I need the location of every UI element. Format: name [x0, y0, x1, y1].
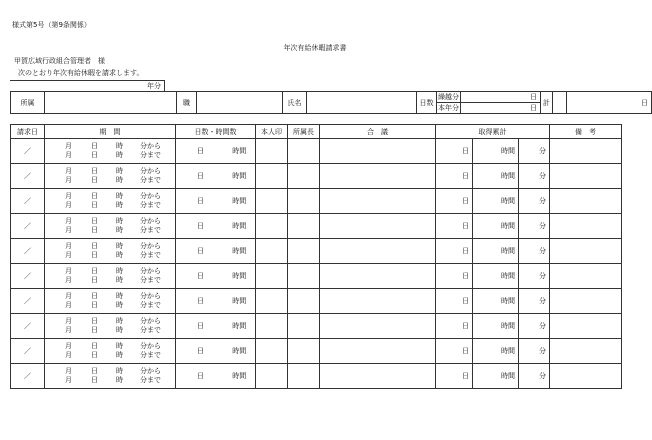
cumulative-days[interactable]: 日 — [436, 364, 473, 389]
day-unit: 日 — [91, 192, 98, 200]
day-unit: 日 — [197, 272, 204, 280]
day-unit: 日 — [197, 347, 204, 355]
day-unit: 日 — [91, 342, 98, 350]
from-label: 分から — [140, 317, 161, 325]
cumulative-minutes[interactable]: 分 — [519, 214, 550, 239]
name-label: 氏名 — [283, 92, 307, 114]
cumulative-minutes[interactable]: 分 — [519, 164, 550, 189]
days-hours-cell[interactable] — [176, 189, 256, 214]
hour-unit: 時間 — [232, 247, 247, 255]
request-date-cell[interactable] — [11, 339, 45, 364]
seal-cell[interactable] — [256, 364, 288, 389]
days-hours-cell[interactable] — [176, 139, 256, 164]
period-cell[interactable] — [45, 314, 176, 339]
dept-field[interactable] — [45, 92, 177, 114]
date-separator: ／ — [24, 147, 31, 155]
dept-head-cell[interactable] — [288, 339, 320, 364]
month-unit: 月 — [65, 251, 72, 259]
month-unit: 月 — [65, 276, 72, 284]
remarks-cell[interactable] — [550, 264, 622, 289]
dept-head-cell[interactable] — [288, 364, 320, 389]
dept-head-cell[interactable] — [288, 214, 320, 239]
month-unit: 月 — [65, 226, 72, 234]
request-date-cell[interactable] — [11, 139, 45, 164]
until-label: 分まで — [140, 326, 161, 334]
month-unit: 月 — [65, 351, 72, 359]
table-row — [11, 214, 622, 239]
day-unit: 日 — [91, 242, 98, 250]
approval-cell[interactable] — [320, 239, 436, 264]
day-unit: 日 — [197, 147, 204, 155]
approval-cell[interactable] — [320, 214, 436, 239]
month-unit: 月 — [65, 176, 72, 184]
day-unit: 日 — [91, 276, 98, 284]
days-label: 日数 — [417, 92, 437, 114]
hour-unit: 時 — [116, 167, 123, 175]
hour-unit: 時 — [116, 176, 123, 184]
day-unit: 日 — [91, 217, 98, 225]
remarks-cell[interactable] — [550, 239, 622, 264]
month-unit: 月 — [65, 267, 72, 275]
day-unit: 日 — [197, 297, 204, 305]
request-date-cell[interactable] — [11, 264, 45, 289]
cumulative-hours[interactable]: 時間 — [473, 364, 519, 389]
days-hours-cell[interactable] — [176, 239, 256, 264]
day-unit: 日 — [197, 247, 204, 255]
date-separator: ／ — [24, 322, 31, 330]
hour-unit: 時 — [116, 276, 123, 284]
hour-unit: 時間 — [232, 222, 247, 230]
month-unit: 月 — [65, 342, 72, 350]
day-unit: 日 — [91, 151, 98, 159]
header-cumulative: 取得累計 — [436, 125, 550, 139]
request-date-cell[interactable] — [11, 289, 45, 314]
seal-cell[interactable] — [256, 314, 288, 339]
remarks-cell[interactable] — [550, 339, 622, 364]
dept-head-cell[interactable] — [288, 139, 320, 164]
day-unit: 日 — [91, 176, 98, 184]
header-period: 期 間 — [45, 125, 176, 139]
hour-unit: 時 — [116, 326, 123, 334]
current-year-days[interactable]: 日 — [461, 103, 541, 114]
cumulative-minutes[interactable]: 分 — [519, 264, 550, 289]
cumulative-days[interactable]: 日 — [436, 214, 473, 239]
cumulative-minutes[interactable]: 分 — [519, 364, 550, 389]
month-unit: 月 — [65, 301, 72, 309]
cumulative-hours[interactable]: 時間 — [473, 239, 519, 264]
request-date-cell[interactable] — [11, 164, 45, 189]
cumulative-days[interactable]: 日 — [436, 264, 473, 289]
month-unit: 月 — [65, 151, 72, 159]
request-table — [10, 124, 622, 389]
position-label: 職 — [177, 92, 197, 114]
dept-head-cell[interactable] — [288, 314, 320, 339]
month-unit: 月 — [65, 317, 72, 325]
hour-unit: 時間 — [232, 322, 247, 330]
hour-unit: 時間 — [232, 172, 247, 180]
days-hours-cell[interactable] — [176, 364, 256, 389]
until-label: 分まで — [140, 301, 161, 309]
dept-head-cell[interactable] — [288, 264, 320, 289]
day-unit: 日 — [91, 226, 98, 234]
cumulative-minutes[interactable]: 分 — [519, 339, 550, 364]
cumulative-days[interactable]: 日 — [436, 314, 473, 339]
date-separator: ／ — [24, 372, 31, 380]
date-separator: ／ — [24, 197, 31, 205]
cumulative-hours[interactable]: 時間 — [473, 139, 519, 164]
cumulative-days[interactable]: 日 — [436, 239, 473, 264]
day-unit: 日 — [91, 201, 98, 209]
day-unit: 日 — [91, 142, 98, 150]
day-unit: 日 — [197, 322, 204, 330]
from-label: 分から — [140, 167, 161, 175]
seal-cell[interactable] — [256, 239, 288, 264]
date-separator: ／ — [24, 297, 31, 305]
approval-cell[interactable] — [320, 314, 436, 339]
day-unit: 日 — [91, 376, 98, 384]
cumulative-hours[interactable]: 時間 — [473, 314, 519, 339]
hour-unit: 時 — [116, 376, 123, 384]
days-hours-cell[interactable] — [176, 264, 256, 289]
until-label: 分まで — [140, 226, 161, 234]
total-label: 計 — [541, 92, 553, 114]
hour-unit: 時 — [116, 217, 123, 225]
day-unit: 日 — [91, 351, 98, 359]
dept-head-cell[interactable] — [288, 239, 320, 264]
day-unit: 日 — [91, 326, 98, 334]
period-cell[interactable] — [45, 364, 176, 389]
seal-cell[interactable] — [256, 289, 288, 314]
hour-unit: 時間 — [232, 197, 247, 205]
until-label: 分まで — [140, 251, 161, 259]
dept-head-cell[interactable] — [288, 164, 320, 189]
header-seal: 本人印 — [256, 125, 288, 139]
cumulative-days[interactable]: 日 — [436, 289, 473, 314]
period-cell[interactable] — [45, 289, 176, 314]
hour-unit: 時 — [116, 301, 123, 309]
month-unit: 月 — [65, 376, 72, 384]
seal-cell[interactable] — [256, 164, 288, 189]
cumulative-hours[interactable]: 時間 — [473, 189, 519, 214]
remarks-cell[interactable] — [550, 289, 622, 314]
hour-unit: 時間 — [232, 272, 247, 280]
hour-unit: 時 — [116, 151, 123, 159]
approval-cell[interactable] — [320, 139, 436, 164]
month-unit: 月 — [65, 201, 72, 209]
until-label: 分まで — [140, 376, 161, 384]
until-label: 分まで — [140, 276, 161, 284]
period-cell[interactable] — [45, 164, 176, 189]
hour-unit: 時 — [116, 342, 123, 350]
cumulative-minutes[interactable]: 分 — [519, 189, 550, 214]
date-separator: ／ — [24, 222, 31, 230]
from-label: 分から — [140, 217, 161, 225]
day-unit: 日 — [91, 367, 98, 375]
hour-unit: 時間 — [232, 372, 247, 380]
header-approval: 合 議 — [320, 125, 436, 139]
page-title: 年次有給休暇請求書 — [283, 44, 347, 52]
month-unit: 月 — [65, 217, 72, 225]
date-separator: ／ — [24, 272, 31, 280]
day-unit: 日 — [91, 167, 98, 175]
seal-cell[interactable] — [256, 139, 288, 164]
approval-cell[interactable] — [320, 339, 436, 364]
days-hours-cell[interactable] — [176, 214, 256, 239]
period-cell[interactable] — [45, 139, 176, 164]
request-date-cell[interactable] — [11, 314, 45, 339]
cumulative-days[interactable]: 日 — [436, 139, 473, 164]
cumulative-days[interactable]: 日 — [436, 189, 473, 214]
cumulative-hours[interactable]: 時間 — [473, 339, 519, 364]
table-row — [11, 239, 622, 264]
table-row — [11, 164, 622, 189]
from-label: 分から — [140, 367, 161, 375]
request-date-cell[interactable] — [11, 239, 45, 264]
day-unit: 日 — [197, 172, 204, 180]
month-unit: 月 — [65, 326, 72, 334]
addressee: 甲賀広域行政組合管理者 様 — [14, 57, 105, 65]
dept-label: 所属 — [11, 92, 45, 114]
cumulative-minutes[interactable]: 分 — [519, 139, 550, 164]
days-hours-cell[interactable] — [176, 164, 256, 189]
header-remarks: 備 考 — [550, 125, 622, 139]
hour-unit: 時間 — [232, 297, 247, 305]
hour-unit: 時 — [116, 267, 123, 275]
date-separator: ／ — [24, 347, 31, 355]
cumulative-hours[interactable]: 時間 — [473, 164, 519, 189]
remarks-cell[interactable] — [550, 164, 622, 189]
until-label: 分まで — [140, 351, 161, 359]
month-unit: 月 — [65, 192, 72, 200]
hour-unit: 時 — [116, 317, 123, 325]
period-cell[interactable] — [45, 214, 176, 239]
day-unit: 日 — [91, 292, 98, 300]
total-days[interactable]: 日 — [567, 92, 652, 114]
cumulative-days[interactable]: 日 — [436, 339, 473, 364]
day-unit: 日 — [197, 222, 204, 230]
approval-cell[interactable] — [320, 189, 436, 214]
cumulative-days[interactable]: 日 — [436, 164, 473, 189]
from-label: 分から — [140, 142, 161, 150]
from-label: 分から — [140, 267, 161, 275]
days-hours-cell[interactable] — [176, 314, 256, 339]
name-field[interactable] — [307, 92, 417, 114]
remarks-cell[interactable] — [550, 139, 622, 164]
seal-cell[interactable] — [256, 189, 288, 214]
request-date-cell[interactable] — [11, 364, 45, 389]
days-hours-cell[interactable] — [176, 339, 256, 364]
approval-cell[interactable] — [320, 364, 436, 389]
day-unit: 日 — [91, 301, 98, 309]
remarks-cell[interactable] — [550, 364, 622, 389]
month-unit: 月 — [65, 142, 72, 150]
day-unit: 日 — [91, 251, 98, 259]
month-unit: 月 — [65, 242, 72, 250]
from-label: 分から — [140, 292, 161, 300]
dept-head-cell[interactable] — [288, 289, 320, 314]
year-box — [10, 80, 165, 91]
header-request-date: 請求日 — [11, 125, 45, 139]
month-unit: 月 — [65, 292, 72, 300]
seal-cell[interactable] — [256, 214, 288, 239]
date-separator: ／ — [24, 247, 31, 255]
table-row — [11, 339, 622, 364]
from-label: 分から — [140, 342, 161, 350]
table-row — [11, 289, 622, 314]
cumulative-hours[interactable]: 時間 — [473, 264, 519, 289]
day-unit: 日 — [91, 267, 98, 275]
request-date-cell[interactable] — [11, 189, 45, 214]
cumulative-minutes[interactable]: 分 — [519, 289, 550, 314]
hour-unit: 時 — [116, 351, 123, 359]
until-label: 分まで — [140, 176, 161, 184]
table-row — [11, 314, 622, 339]
seal-cell[interactable] — [256, 339, 288, 364]
applicant-info — [10, 91, 652, 114]
hour-unit: 時間 — [232, 147, 247, 155]
current-year-label: 本年分 — [438, 104, 459, 112]
table-row — [11, 264, 622, 289]
hour-unit: 時 — [116, 242, 123, 250]
hour-unit: 時 — [116, 142, 123, 150]
cumulative-hours[interactable]: 時間 — [473, 214, 519, 239]
cumulative-hours[interactable]: 時間 — [473, 289, 519, 314]
carryover-days[interactable]: 日 — [461, 92, 541, 103]
period-cell[interactable] — [45, 339, 176, 364]
remarks-cell[interactable] — [550, 189, 622, 214]
request-date-cell[interactable] — [11, 214, 45, 239]
form-number: 様式第5号（第9条関係） — [12, 21, 91, 29]
period-cell[interactable] — [45, 189, 176, 214]
month-unit: 月 — [65, 367, 72, 375]
cumulative-minutes[interactable]: 分 — [519, 239, 550, 264]
position-field[interactable] — [197, 92, 283, 114]
remarks-cell[interactable] — [550, 314, 622, 339]
table-row — [11, 189, 622, 214]
hour-unit: 時 — [116, 292, 123, 300]
day-unit: 日 — [91, 317, 98, 325]
until-label: 分まで — [140, 201, 161, 209]
approval-cell[interactable] — [320, 289, 436, 314]
period-cell[interactable] — [45, 264, 176, 289]
from-label: 分から — [140, 242, 161, 250]
remarks-cell[interactable] — [550, 214, 622, 239]
hour-unit: 時 — [116, 192, 123, 200]
hour-unit: 時 — [116, 201, 123, 209]
period-cell[interactable] — [45, 239, 176, 264]
approval-cell[interactable] — [320, 264, 436, 289]
dept-head-cell[interactable] — [288, 189, 320, 214]
total-spacer — [553, 92, 567, 114]
seal-cell[interactable] — [256, 264, 288, 289]
month-unit: 月 — [65, 167, 72, 175]
table-row — [11, 364, 622, 389]
year-label: 年分 — [147, 82, 161, 90]
until-label: 分まで — [140, 151, 161, 159]
days-hours-cell[interactable] — [176, 289, 256, 314]
hour-unit: 時 — [116, 367, 123, 375]
hour-unit: 時 — [116, 226, 123, 234]
date-separator: ／ — [24, 172, 31, 180]
header-dept-head: 所属長 — [288, 125, 320, 139]
cumulative-minutes[interactable]: 分 — [519, 314, 550, 339]
hour-unit: 時間 — [232, 347, 247, 355]
approval-cell[interactable] — [320, 164, 436, 189]
hour-unit: 時 — [116, 251, 123, 259]
day-unit: 日 — [197, 197, 204, 205]
intro-text: 次のとおり年次有給休暇を請求します。 — [18, 69, 144, 77]
carryover-label: 繰越分 — [438, 93, 459, 101]
table-row — [11, 139, 622, 164]
from-label: 分から — [140, 192, 161, 200]
header-days-hours: 日数・時間数 — [176, 125, 256, 139]
day-unit: 日 — [197, 372, 204, 380]
